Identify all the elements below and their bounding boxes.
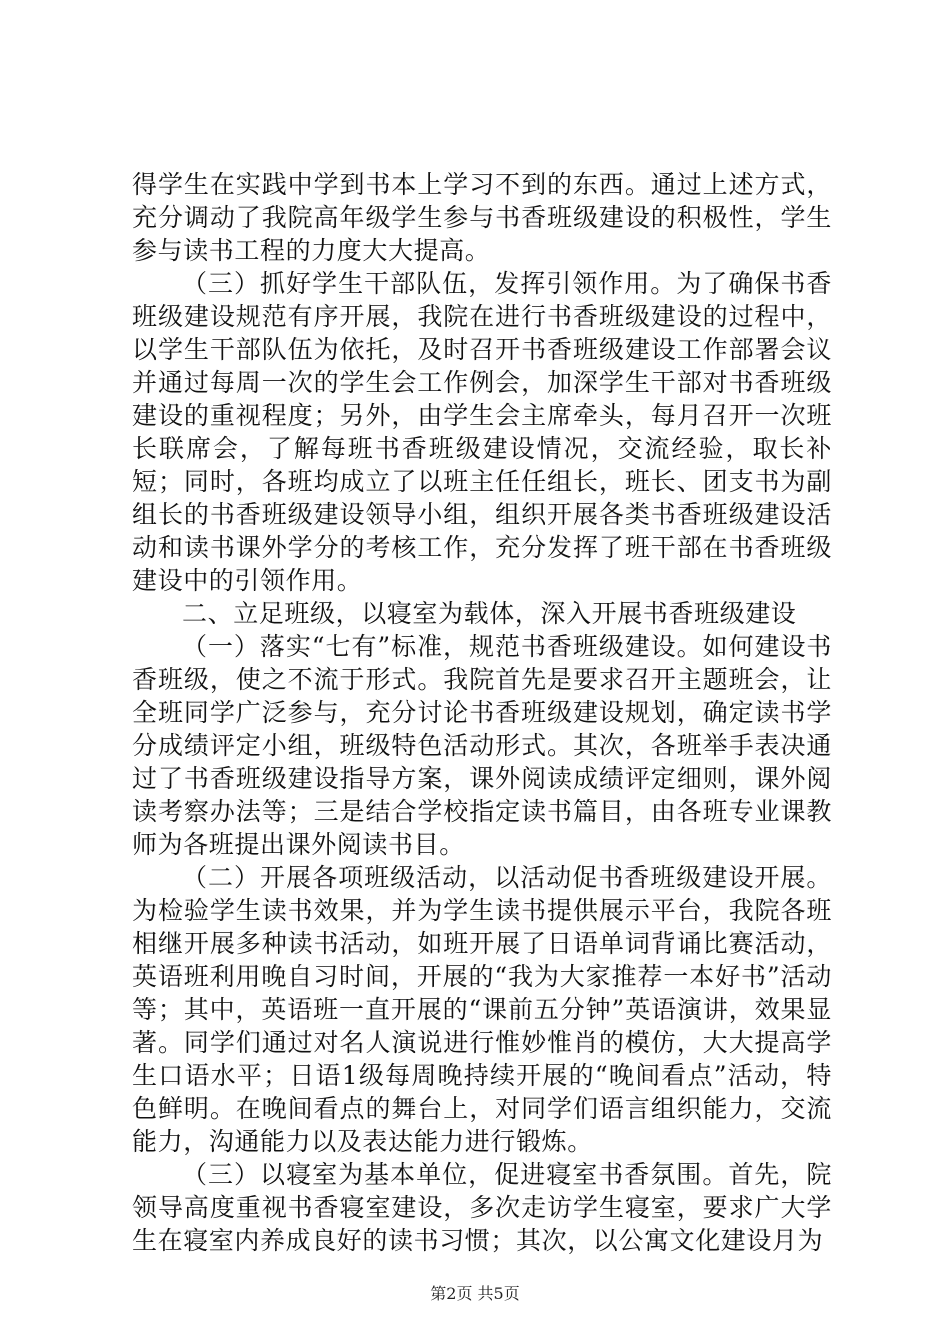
paragraph-class-activities: （二）开展各项班级活动，以活动促书香班级建设开展。为检验学生读书效果，并为学生读书提供展示平台，我院各班相继开展多种读书活动，如班开展了日语单词背诵比赛活动，英语班利用晚自习时间，开展的“我为大家推荐一本好书”活动等；其中，英语班一直开展的“课前五分钟”英语演讲，效果显著。同学们通过对名人演说进行惟妙惟肖的模仿，大大提高学生口语水平；日语1级每周晚持续开展的“晚间看点”活动，特色鲜明。在晚间看点的舞台上，对同学们语言组织能力，交流能力，沟通能力以及表达能力进行锻炼。 <box>132 863 832 1156</box>
paragraph-student-cadres: （三）抓好学生干部队伍，发挥引领作用。为了确保书香班级建设规范有序开展，我院在进行书香班级建设的过程中，以学生干部队伍为依托，及时召开书香班级建设工作部署会议并通过每周一次的学生会工作例会，加深学生干部对书香班级建设的重视程度；另外，由学生会主席牵头，每月召开一次班长联席会，了解每班书香班级建设情况，交流经验，取长补短；同时，各班均成立了以班主任任组长，班长、团支书为副组长的书香班级建设领导小组，组织开展各类书香班级建设活动和读书课外学分的考核工作，充分发挥了班干部在书香班级建设中的引领作用。 <box>132 269 832 595</box>
page-number-footer: 第2页 共5页 <box>430 1284 520 1303</box>
paragraph-continuation: 得学生在实践中学到书本上学习不到的东西。通过上述方式，充分调动了我院高年级学生参与书香班级建设的积极性，学生参与读书工程的力度大大提高。 <box>132 170 832 265</box>
paragraph-seven-standards: （一）落实“七有”标准，规范书香班级建设。如何建设书香班级，使之不流于形式。我院首先是要求召开主题班会，让全班同学广泛参与，充分讨论书香班级建设规划，确定读书学分成绩评定小组，班级特色活动形式。其次，各班举手表决通过了书香班级建设指导方案，课外阅读成绩评定细则，课外阅读考察办法等；三是结合学校指定读书篇目，由各班专业课教师为各班提出课外阅读书目。 <box>132 632 832 859</box>
section-heading-two: 二、立足班级，以寝室为载体，深入开展书香班级建设 <box>182 599 797 628</box>
paragraph-dormitory: （三）以寝室为基本单位，促进寝室书香氛围。首先，院领导高度重视书香寝室建设，多次走访学生寝室，要求广大学生在寝室内养成良好的读书习惯；其次，以公寓文化建设月为 <box>132 1160 832 1255</box>
document-body <box>132 168 832 1257</box>
